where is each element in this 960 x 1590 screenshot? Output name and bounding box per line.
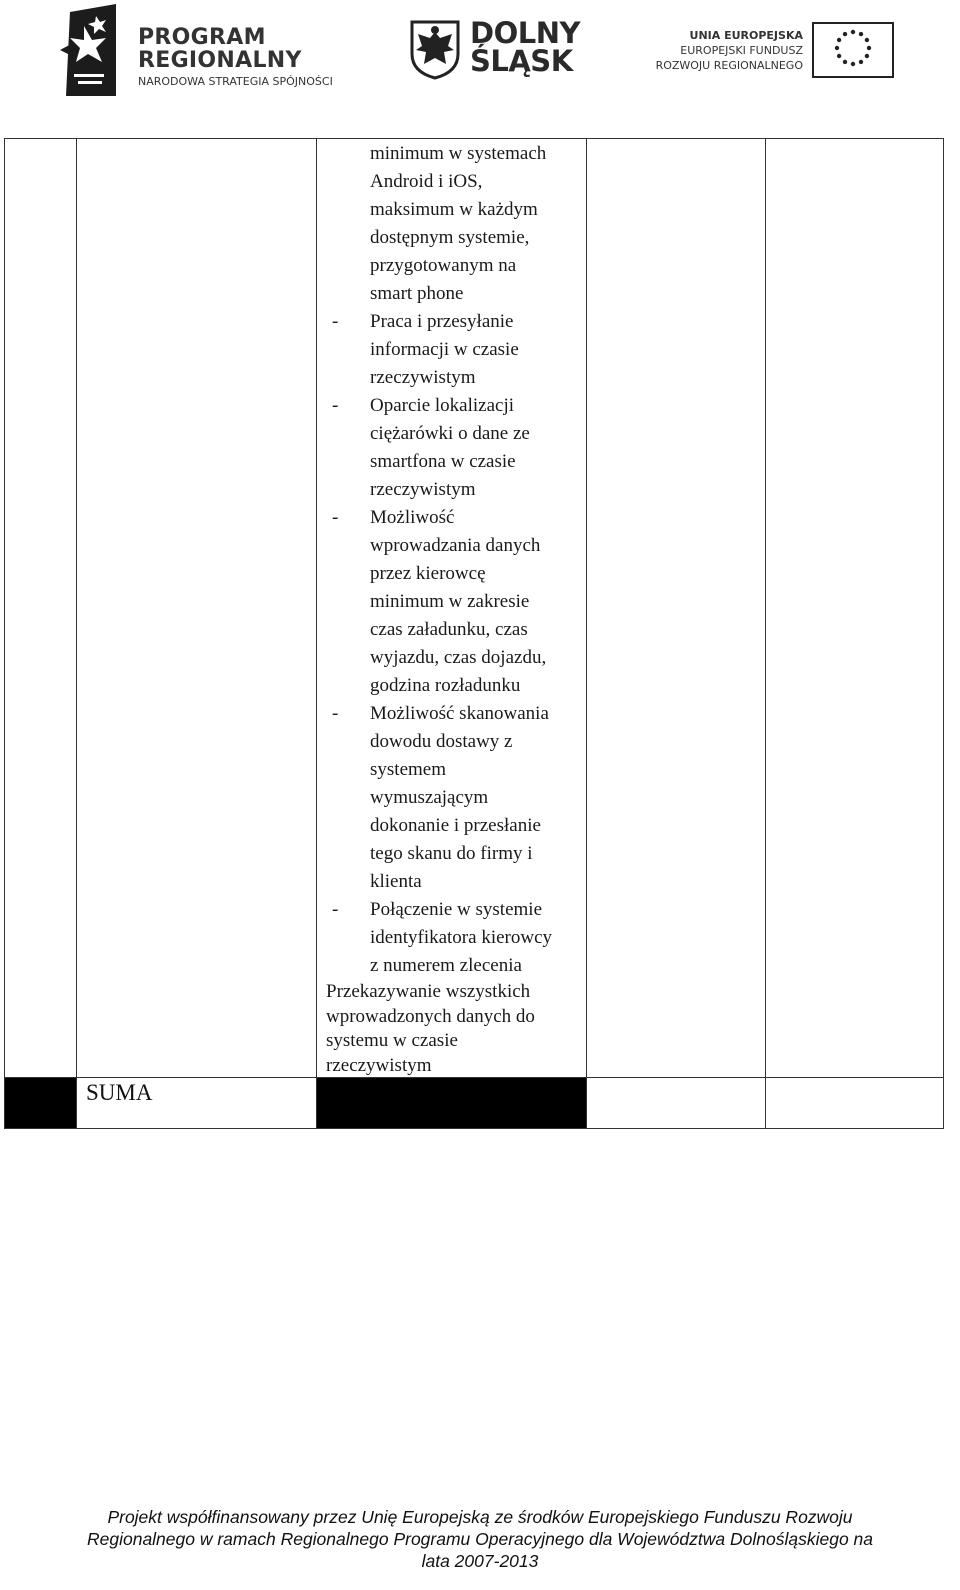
unia-europejska-logo bbox=[655, 22, 905, 82]
text-line: przez kierowcę bbox=[370, 563, 486, 584]
bullet-item bbox=[326, 700, 588, 896]
text-line: - Możliwość bbox=[326, 504, 588, 532]
suma-row-black-cell-2 bbox=[316, 1077, 586, 1129]
bullet-item bbox=[326, 896, 588, 980]
requirements-description bbox=[326, 140, 588, 1078]
text-line: smart phone bbox=[370, 283, 464, 304]
footer-line: Regionalnego w ramach Regionalnego Programu Operacyjnego dla Województwa Dolnośląskiego na bbox=[86, 1529, 873, 1549]
text-line: systemu w czasie bbox=[326, 1030, 458, 1051]
bullet-dash: - bbox=[332, 311, 339, 332]
footer-line: lata 2007-2013 bbox=[421, 1551, 539, 1571]
text-line: minimum w systemach bbox=[370, 143, 547, 164]
dolny-slask-logo bbox=[410, 16, 600, 86]
text-line: rzeczywistym bbox=[370, 367, 476, 388]
page-footer bbox=[0, 1506, 960, 1572]
text-line: smartfona w czasie bbox=[370, 451, 516, 472]
bullet-item bbox=[326, 308, 588, 392]
footer-line: Projekt współfinansowany przez Unię Europejską ze środków Europejskiego Funduszu Rozwoju bbox=[107, 1507, 853, 1527]
text-line: wyjazdu, czas dojazdu, bbox=[370, 647, 547, 668]
text-line: wprowadzania danych bbox=[370, 535, 541, 556]
text-line: minimum w zakresie bbox=[370, 591, 530, 612]
text-line: czas załadunku, czas bbox=[370, 619, 528, 640]
closing-paragraph bbox=[326, 980, 588, 1078]
table-top-border bbox=[4, 138, 944, 139]
text-line: klienta bbox=[370, 871, 422, 892]
text-line: rzeczywistym bbox=[326, 1054, 432, 1076]
text-line: dowodu dostawy z bbox=[370, 731, 513, 752]
suma-label: SUMA bbox=[86, 1080, 153, 1105]
text-line: maksimum w każdym bbox=[370, 199, 538, 220]
program-regionalny-title: PROGRAM REGIONALNY bbox=[138, 25, 302, 73]
text-line: wprowadzonych danych do bbox=[326, 1005, 535, 1027]
text-line: ciężarówki o dane ze bbox=[370, 423, 530, 444]
text-line: Przekazywanie wszystkich bbox=[326, 981, 531, 1002]
eagle-crest-icon bbox=[410, 20, 460, 80]
bullet-dash: - bbox=[332, 507, 339, 528]
text-line: informacji w czasie bbox=[370, 339, 519, 360]
text-line: identyfikatora kierowcy bbox=[370, 927, 553, 948]
text-line: dostępnym systemie, bbox=[370, 227, 530, 248]
text-line: - Połączenie w systemie bbox=[326, 896, 588, 924]
bullet-dash: - bbox=[332, 703, 339, 724]
table-bottom-border bbox=[4, 1128, 944, 1129]
text-line: Android i iOS, bbox=[370, 171, 483, 192]
text-line: - Oparcie lokalizacji bbox=[326, 392, 588, 420]
program-regionalny-logo bbox=[56, 4, 356, 96]
eu-flag-icon bbox=[812, 22, 894, 78]
text-line: wymuszającym bbox=[370, 787, 489, 808]
text-line: rzeczywistym bbox=[370, 479, 476, 500]
table-column-border bbox=[765, 138, 766, 1129]
page-header bbox=[0, 0, 960, 110]
unia-europejska-text: UNIA EUROPEJSKA EUROPEJSKI FUNDUSZ ROZWOJU REGIONALNEGO bbox=[655, 29, 803, 72]
program-regionalny-emblem-icon bbox=[56, 4, 120, 96]
bullet-item bbox=[326, 392, 588, 504]
bullet-item bbox=[326, 504, 588, 700]
text-line: dokonanie i przesłanie bbox=[370, 815, 541, 836]
text-line: - Możliwość skanowania bbox=[326, 700, 588, 728]
table-column-border bbox=[76, 138, 77, 1129]
text-line: - Praca i przesyłanie bbox=[326, 308, 588, 336]
table-column-border bbox=[316, 138, 317, 1129]
program-regionalny-subtitle: NARODOWA STRATEGIA SPÓJNOŚCI bbox=[138, 75, 333, 88]
continuation-block bbox=[326, 140, 588, 308]
bullet-dash: - bbox=[332, 395, 339, 416]
text-line: tego skanu do firmy i bbox=[370, 843, 533, 864]
text-line: z numerem zlecenia bbox=[370, 955, 522, 976]
dolny-slask-title: DOLNY ŚLĄSK bbox=[470, 16, 580, 78]
text-line: systemem bbox=[370, 759, 446, 780]
text-line: przygotowanym na bbox=[370, 255, 517, 276]
table-column-border bbox=[4, 138, 5, 1129]
table-column-border bbox=[943, 138, 944, 1129]
bullet-dash: - bbox=[332, 899, 339, 920]
text-line: godzina rozładunku bbox=[370, 675, 521, 696]
suma-row-black-cell-1 bbox=[4, 1077, 76, 1129]
